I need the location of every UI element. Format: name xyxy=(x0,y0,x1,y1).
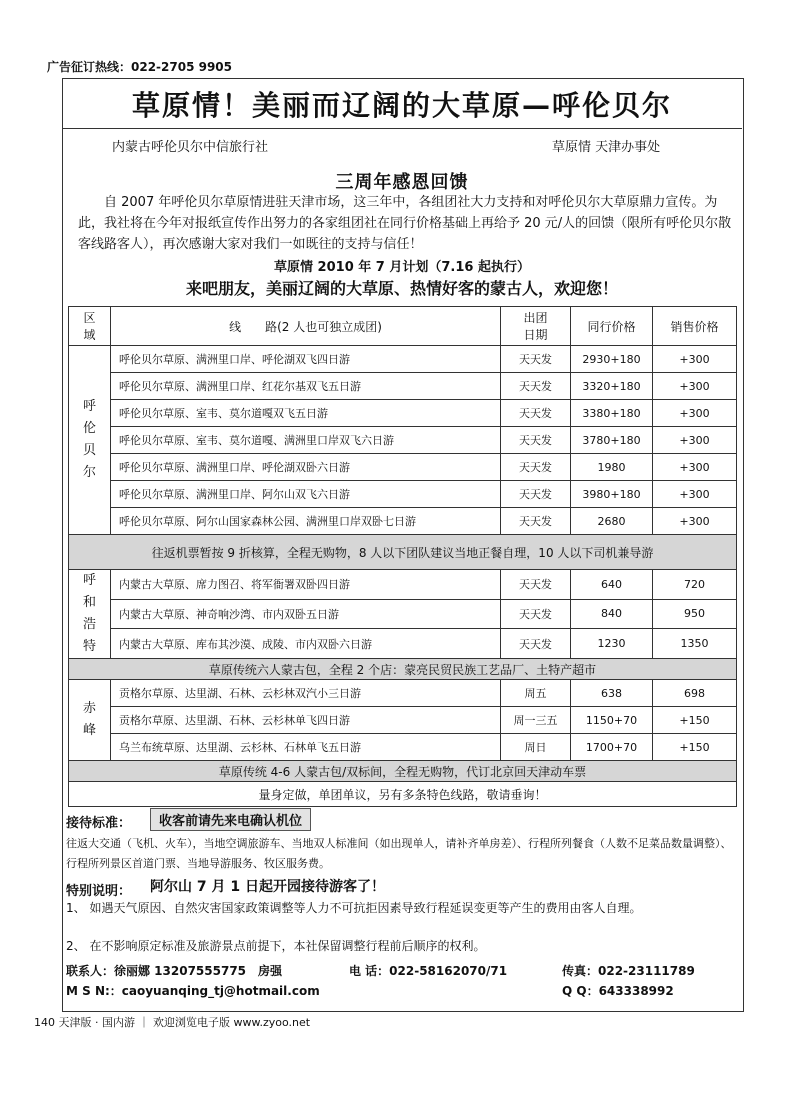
trade-price-cell: 1150+70 xyxy=(571,707,653,734)
trade-price-cell: 3320+180 xyxy=(571,373,653,400)
ad-hotline: 广告征订热线：022-2705 9905 xyxy=(47,60,233,74)
hohhot-note: 草原传统六人蒙古包，全程 2 个店：蒙亮民贸民族工艺品厂、土特产超市 xyxy=(69,659,737,680)
hohhot-note-row xyxy=(69,659,737,680)
chifeng-note-row xyxy=(69,761,737,782)
region-chifeng: 赤峰 xyxy=(69,680,111,761)
sale-price-cell: 698 xyxy=(653,680,737,707)
sale-price-cell: +300 xyxy=(653,346,737,373)
date-cell: 天天发 xyxy=(501,508,571,535)
sale-price-cell: 720 xyxy=(653,570,737,600)
table-row xyxy=(69,599,737,629)
special-stamp: 阿尔山 7 月 1 日起开园接待游客了！ xyxy=(150,879,385,895)
route-cell: 内蒙古大草原、库布其沙漠、成陵、市内双卧六日游 xyxy=(111,629,501,659)
sale-price-cell: +300 xyxy=(653,481,737,508)
sale-price-cell: 1350 xyxy=(653,629,737,659)
standard-stamp: 收客前请先来电确认机位 xyxy=(150,808,311,831)
sale-price-cell: +300 xyxy=(653,454,737,481)
trade-price-cell: 1700+70 xyxy=(571,734,653,761)
date-cell: 天天发 xyxy=(501,481,571,508)
sale-price-cell: +150 xyxy=(653,734,737,761)
chifeng-note: 草原传统 4-6 人蒙古包/双标间，全程无购物，代订北京回天津动车票 xyxy=(69,761,737,782)
table-row xyxy=(69,707,737,734)
sale-price-cell: +150 xyxy=(653,707,737,734)
special-label: 特别说明： xyxy=(66,884,132,899)
route-cell: 内蒙古大草原、神奇响沙湾、市内双卧五日游 xyxy=(111,599,501,629)
trade-price-cell: 3980+180 xyxy=(571,481,653,508)
contact-msn: M S N:：caoyuanqing_tj@hotmail.com xyxy=(66,984,320,998)
date-cell: 周一三五 xyxy=(501,707,571,734)
route-cell: 呼伦贝尔草原、阿尔山国家森林公园、满洲里口岸双卧七日游 xyxy=(111,508,501,535)
table-row xyxy=(69,481,737,508)
agency-name: 内蒙古呼伦贝尔中信旅行社 xyxy=(112,140,269,155)
special-note-1: 1、 如遇天气原因、自然灾害国家政策调整等人力不可抗拒因素导致行程延误变更等产生的费用由客人自理。 xyxy=(66,901,642,915)
table-row xyxy=(69,734,737,761)
route-cell: 乌兰布统草原、达里湖、云杉林、石林单飞五日游 xyxy=(111,734,501,761)
header-sale-price: 销售价格 xyxy=(653,307,737,346)
contact-phone: 电 话：022-58162070/71 xyxy=(349,964,508,978)
date-cell: 天天发 xyxy=(501,570,571,600)
trade-price-cell: 3380+180 xyxy=(571,400,653,427)
date-cell: 天天发 xyxy=(501,454,571,481)
trade-price-cell: 3780+180 xyxy=(571,427,653,454)
header-route: 线 路(2 人也可独立成团) xyxy=(111,307,501,346)
trade-price-cell: 1980 xyxy=(571,454,653,481)
contact-qq: Q Q：643338992 xyxy=(562,984,674,998)
date-cell: 周日 xyxy=(501,734,571,761)
office-name: 草原情 天津办事处 xyxy=(552,140,661,155)
routes-table xyxy=(68,306,737,807)
table-row xyxy=(69,508,737,535)
intro-paragraph: 自 2007 年呼伦贝尔草原情进驻天津市场，这三年中，各组团社大力支持和对呼伦贝尔大草原鼎力宣传。为此，我社将在今年对报纸宣传作出努力的各家组团社在同行价格基础上再给予 20 元/人的回馈（限所有呼伦贝尔散客线路客人），再次感谢大家对我们一如既往的支持与信任！ xyxy=(78,195,732,252)
table-row xyxy=(69,400,737,427)
sale-price-cell: +300 xyxy=(653,508,737,535)
page-footer: 140 天津版 · 国内游 ｜ 欢迎浏览电子版 www.zyoo.net xyxy=(34,1016,311,1029)
promo-title: 三周年感恩回馈 xyxy=(335,172,469,193)
trade-price-cell: 638 xyxy=(571,680,653,707)
standard-label: 接待标准： xyxy=(66,816,132,831)
sale-price-cell: 950 xyxy=(653,599,737,629)
date-cell: 天天发 xyxy=(501,427,571,454)
hulunbuir-note: 往返机票暂按 9 折核算，全程无购物，8 人以下团队建议当地正餐自理，10 人以下司机兼导游 xyxy=(69,535,737,570)
route-cell: 贡格尔草原、达里湖、石林、云杉林双汽小三日游 xyxy=(111,680,501,707)
route-cell: 呼伦贝尔草原、满洲里口岸、呼伦湖双飞四日游 xyxy=(111,346,501,373)
route-cell: 呼伦贝尔草原、满洲里口岸、呼伦湖双卧六日游 xyxy=(111,454,501,481)
date-cell: 天天发 xyxy=(501,599,571,629)
sale-price-cell: +300 xyxy=(653,400,737,427)
route-cell: 贡格尔草原、达里湖、石林、云杉林单飞四日游 xyxy=(111,707,501,734)
trade-price-cell: 640 xyxy=(571,570,653,600)
plan-heading: 草原情 2010 年 7 月计划（7.16 起执行） xyxy=(274,260,530,275)
date-cell: 天天发 xyxy=(501,400,571,427)
date-cell: 天天发 xyxy=(501,373,571,400)
header-trade-price: 同行价格 xyxy=(571,307,653,346)
standard-text: 往返大交通（飞机、火车），当地空调旅游车、当地双人标准间（如出现单人，请补齐单房差）、行程所列餐食（人数不足菜品数量调整）、行程所列景区首道门票、当地导游服务、牧区服务费。 xyxy=(66,837,732,870)
title-divider xyxy=(62,128,742,129)
route-cell: 内蒙古大草原、席力图召、将军衙署双卧四日游 xyxy=(111,570,501,600)
table-row xyxy=(69,629,737,659)
contact-person: 联系人：徐丽娜 13207555775 房强 xyxy=(66,964,283,978)
date-cell: 周五 xyxy=(501,680,571,707)
page-title: 草原情！美丽而辽阔的大草原—呼伦贝尔 xyxy=(131,89,672,122)
special-note-2: 2、 在不影响原定标准及旅游景点前提下，本社保留调整行程前后顺序的权利。 xyxy=(66,939,486,953)
trade-price-cell: 2680 xyxy=(571,508,653,535)
region-hulunbuir: 呼伦贝尔 xyxy=(69,346,111,535)
header-date: 出团 日期 xyxy=(501,307,571,346)
table-row xyxy=(69,454,737,481)
table-row xyxy=(69,570,737,600)
table-row xyxy=(69,373,737,400)
contact-fax: 传真：022-23111789 xyxy=(562,964,695,978)
region-hohhot: 呼和浩特 xyxy=(69,570,111,659)
route-cell: 呼伦贝尔草原、室韦、莫尔道嘎双飞五日游 xyxy=(111,400,501,427)
trade-price-cell: 1230 xyxy=(571,629,653,659)
sale-price-cell: +300 xyxy=(653,373,737,400)
route-cell: 呼伦贝尔草原、满洲里口岸、红花尔基双飞五日游 xyxy=(111,373,501,400)
table-row xyxy=(69,427,737,454)
table-header-row xyxy=(69,307,737,346)
trade-price-cell: 2930+180 xyxy=(571,346,653,373)
custom-note-row xyxy=(69,782,737,807)
custom-tour-note: 量身定做，单团单议，另有多条特色线路，敬请垂询！ xyxy=(69,782,737,807)
trade-price-cell: 840 xyxy=(571,599,653,629)
table-row xyxy=(69,680,737,707)
date-cell: 天天发 xyxy=(501,629,571,659)
table-row xyxy=(69,346,737,373)
welcome-slogan: 来吧朋友，美丽辽阔的大草原、热情好客的蒙古人，欢迎您！ xyxy=(185,279,618,298)
date-cell: 天天发 xyxy=(501,346,571,373)
hulunbuir-note-row xyxy=(69,535,737,570)
route-cell: 呼伦贝尔草原、室韦、莫尔道嘎、满洲里口岸双飞六日游 xyxy=(111,427,501,454)
header-region: 区 域 xyxy=(69,307,111,346)
sale-price-cell: +300 xyxy=(653,427,737,454)
route-cell: 呼伦贝尔草原、满洲里口岸、阿尔山双飞六日游 xyxy=(111,481,501,508)
